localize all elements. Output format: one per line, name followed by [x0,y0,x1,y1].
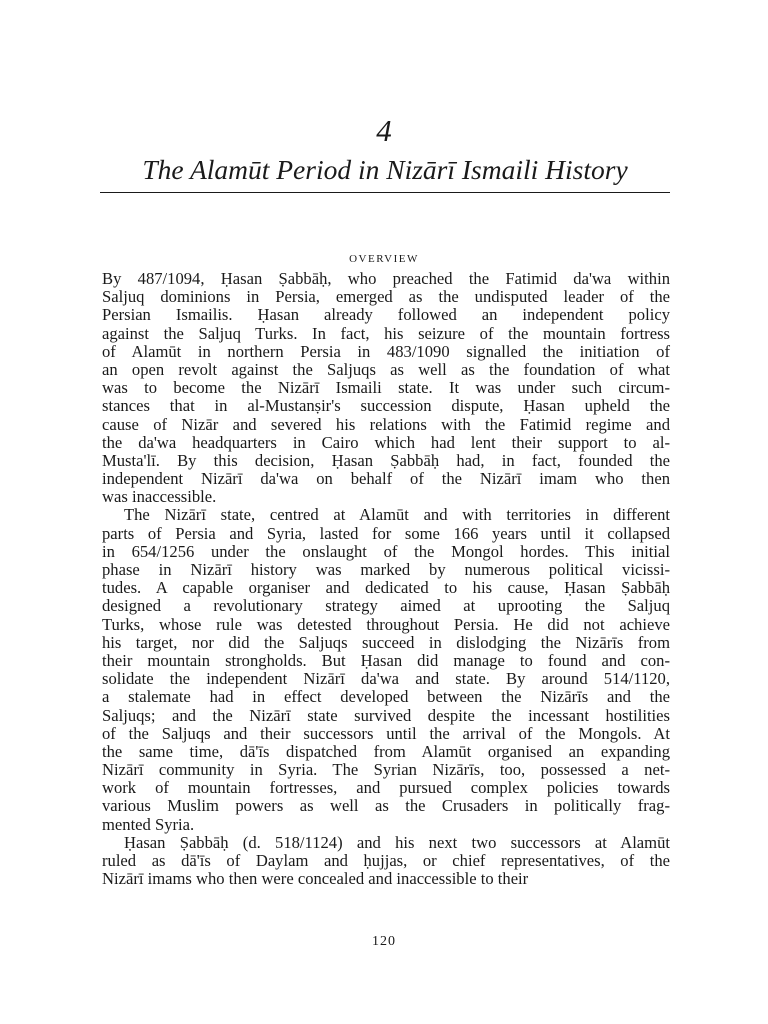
body-text [102,270,670,888]
text-line: tudes. A capable organiser and dedicated to his cause, Ḥasan Ṣabbāḥ [102,578,670,598]
text-line: stances that in al-Mustanṣir's succession dispute, Ḥasan upheld the [102,396,670,416]
text-line: was inaccessible. [102,487,217,507]
text-line: their mountain strongholds. But Ḥasan did manage to found and con- [102,650,670,670]
paragraph [102,834,670,889]
text-line: a stalemate had in effect developed between the Nizārīs and the [102,687,670,707]
text-line: Persian Ismailis. Ḥasan already followed an independent policy [102,305,670,325]
paragraph [102,506,670,833]
paragraph [102,270,670,506]
text-line: phase in Nizārī history was marked by numerous political vicissi- [102,560,670,579]
text-line: Saljuqs; and the Nizārī state survived despite the incessant hostilities [102,705,670,725]
text-line: the same time, dā'īs dispatched from Alamūt organised an expanding [102,741,670,761]
text-line: various Muslim powers as well as the Crusaders in politically frag- [102,796,670,816]
text-line: solidate the independent Nizārī da'wa and state. By around 514/1120, [102,669,670,689]
text-line: Musta'lī. By this decision, Ḥasan Ṣabbāḥ had, in fact, founded the [102,450,670,470]
text-line: designed a revolutionary strategy aimed at uprooting the Saljuq [102,596,670,616]
text-line: against the Saljuq Turks. In fact, his seizure of the mountain fortress [102,323,670,343]
text-line: Nizārī imams who then were concealed and inaccessible to their [102,869,529,889]
text-line: independent Nizārī da'wa on behalf of the Nizārī imam who then [102,469,670,489]
text-line: Nizārī community in Syria. The Syrian Nizārīs, too, possessed a net- [102,760,670,780]
text-line: parts of Persia and Syria, lasted for some 166 years until it collapsed [102,523,670,543]
text-line: of the Saljuqs and their successors until the arrival of the Mongols. At [102,723,670,743]
text-line: work of mountain fortresses, and pursued complex policies towards [102,778,670,798]
chapter-title: The Alamūt Period in Nizārī Ismaili History [142,154,628,185]
text-line: in 654/1256 under the onslaught of the Mongol hordes. This initial [102,541,670,561]
text-line: his target, nor did the Saljuqs succeed in dislodging the Nizārīs from [102,632,670,652]
text-line: By 487/1094, Ḥasan Ṣabbāḥ, who preached the Fatimid da'wa within [102,269,670,288]
text-line: cause of Nizār and severed his relations with the Fatimid regime and [102,414,670,434]
text-line: the da'wa headquarters in Cairo which had lent their support to al- [102,432,670,452]
text-line: Turks, whose rule was detested throughout Persia. He did not achieve [102,614,670,634]
text-line: The Nizārī state, centred at Alamūt and with territories in different [124,505,670,525]
text-line: an open revolt against the Saljuqs as well as the foundation of what [102,359,670,379]
text-line: Ḥasan Ṣabbāḥ (d. 518/1124) and his next two successors at Alamūt [124,832,670,852]
text-line: Saljuq dominions in Persia, emerged as the undisputed leader of the [102,287,670,307]
chapter-number: 4 [376,113,392,148]
text-line: was to become the Nizārī Ismaili state. It was under such circum- [102,378,670,398]
text-line: ruled as dā'īs of Daylam and ḥujjas, or chief representatives, of the [102,851,670,870]
text-line: of Alamūt in northern Persia in 483/1090 signalled the initiation of [102,341,670,361]
text-line: mented Syria. [102,814,195,834]
page-number: 120 [372,934,396,949]
title-rule [100,192,670,193]
section-heading: OVERVIEW [349,253,419,265]
